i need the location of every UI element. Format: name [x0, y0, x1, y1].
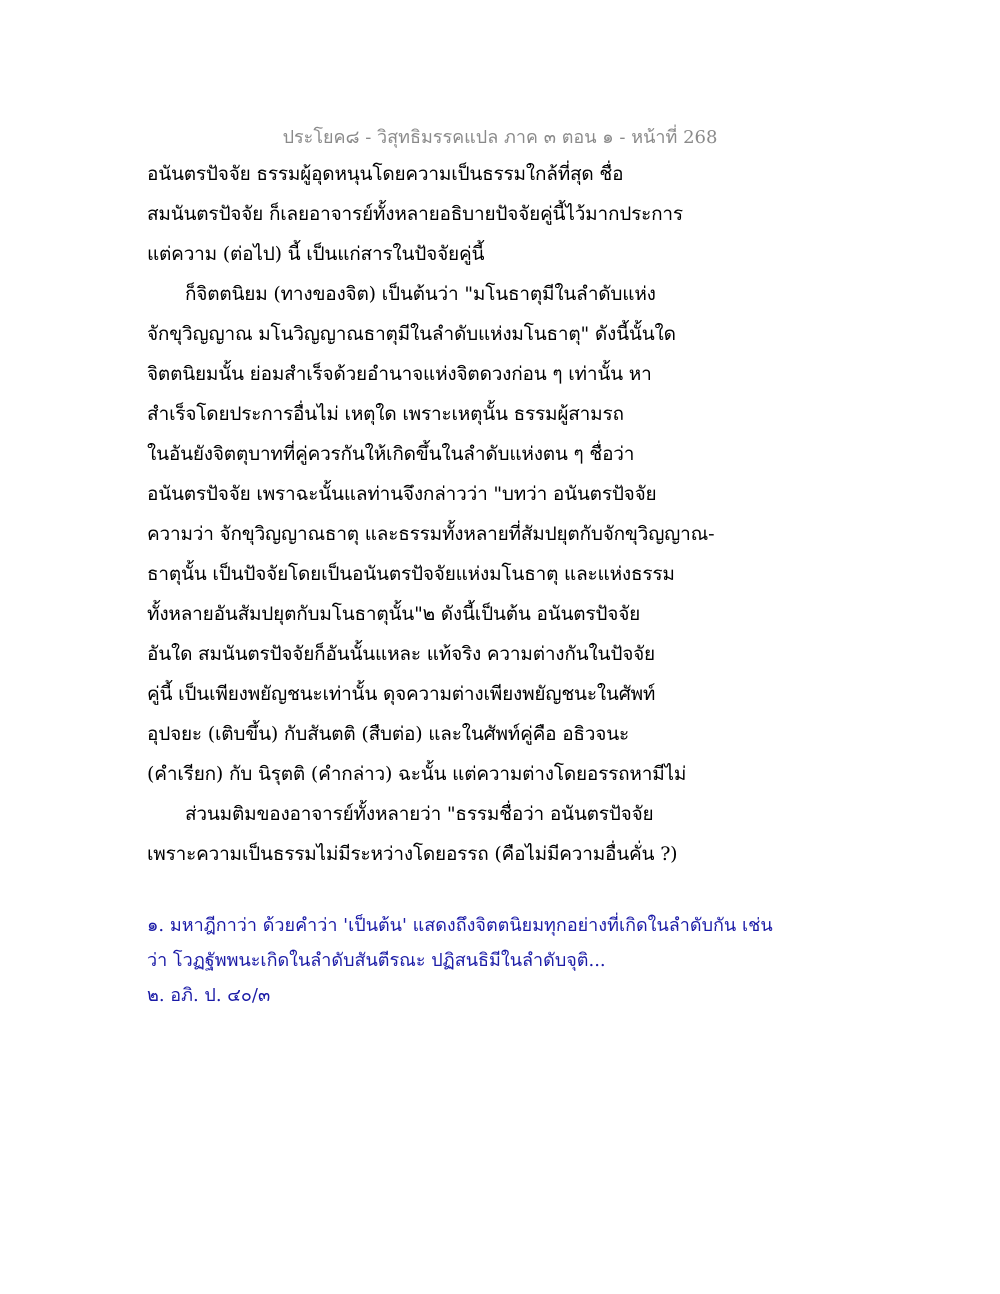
text-line: (คำเรียก) กับ นิรุตติ (คำกล่าว) ฉะนั้น แต่ความต่างโดยอรรถหามีไม่	[147, 763, 687, 785]
footnote-1-line: ๑. มหาฎีกาว่า ด้วยคำว่า 'เป็นต้น' แสดงถึงจิตตนิยมทุกอย่างที่เกิดในลำดับกัน เช่น	[147, 915, 773, 936]
footnote-2-line: ๒. อภิ. ป. ๔๐/๓	[147, 985, 271, 1006]
text-line: อันใด สมนันตรปัจจัยก็อันนั้นแหละ แท้จริง ความต่างกันในปัจจัย	[147, 643, 655, 665]
text-line: จักขุวิญญาณ มโนวิญญาณธาตุมีในลำดับแห่งมโนธาตุ" ดังนี้นั้นใด	[147, 323, 676, 345]
text-line: ธาตุนั้น เป็นปัจจัยโดยเป็นอนันตรปัจจัยแห่งมโนธาตุ และแห่งธรรม	[147, 563, 675, 585]
footnote-1-continuation: ว่า โวฏฐัพพนะเกิดในลำดับสันตีรณะ ปฏิสนธิมีในลำดับจุติ...	[147, 950, 606, 971]
text-line: คู่นี้ เป็นเพียงพยัญชนะเท่านั้น ดุจความต่างเพียงพยัญชนะในศัพท์	[147, 683, 656, 705]
text-line: แต่ความ (ต่อไป) นี้ เป็นแก่สารในปัจจัยคู่นี้	[147, 243, 485, 265]
text-line: สำเร็จโดยประการอื่นไม่ เหตุใด เพราะเหตุนั้น ธรรมผู้สามรถ	[147, 403, 624, 425]
footnotes	[147, 908, 787, 1013]
running-head: ประโยค๘ - วิสุทธิมรรคแปล ภาค ๓ ตอน ๑ - หน้าที่ 268	[282, 127, 718, 148]
text-line: อุปจยะ (เติบขึ้น) กับสันตติ (สืบต่อ) และในศัพท์คู่คือ อธิวจนะ	[147, 723, 629, 745]
text-line: เพราะความเป็นธรรมไม่มีระหว่างโดยอรรถ (คือไม่มีความอื่นคั่น ?)	[147, 843, 678, 865]
main-text	[147, 154, 767, 874]
text-line: ทั้งหลายอันสัมปยุตกับมโนธาตุนั้น"๒ ดังนี้เป็นต้น อนันตรปัจจัย	[147, 603, 641, 625]
text-line: อนันตรปัจจัย เพราฉะนั้นแลท่านจึงกล่าวว่า "บทว่า อนันตรปัจจัย	[147, 483, 657, 505]
paragraph-start-line: ส่วนมติมของอาจารย์ทั้งหลายว่า "ธรรมชื่อว่า อนันตรปัจจัย	[185, 803, 654, 825]
text-line: ความว่า จักขุวิญญาณธาตุ และธรรมทั้งหลายที่สัมปยุตกับจักขุวิญญาณ-	[147, 523, 715, 545]
text-line: ในอันยังจิตตุบาทที่คู่ควรกันให้เกิดขึ้นในลำดับแห่งตน ๆ ชื่อว่า	[147, 443, 635, 465]
text-line: สมนันตรปัจจัย ก็เลยอาจารย์ทั้งหลายอธิบายปัจจัยคู่นี้ไว้มากประการ	[147, 203, 683, 225]
paragraph-start-line: ก็จิตตนิยม (ทางของจิต) เป็นต้นว่า "มโนธาตุมีในลำดับแห่ง	[185, 283, 656, 305]
text-line: อนันตรปัจจัย ธรรมผู้อุดหนุนโดยความเป็นธรรมใกล้ที่สุด ชื่อ	[147, 163, 624, 185]
text-line: จิตตนิยมนั้น ย่อมสำเร็จด้วยอำนาจแห่งจิตดวงก่อน ๆ เท่านั้น หา	[147, 363, 652, 385]
